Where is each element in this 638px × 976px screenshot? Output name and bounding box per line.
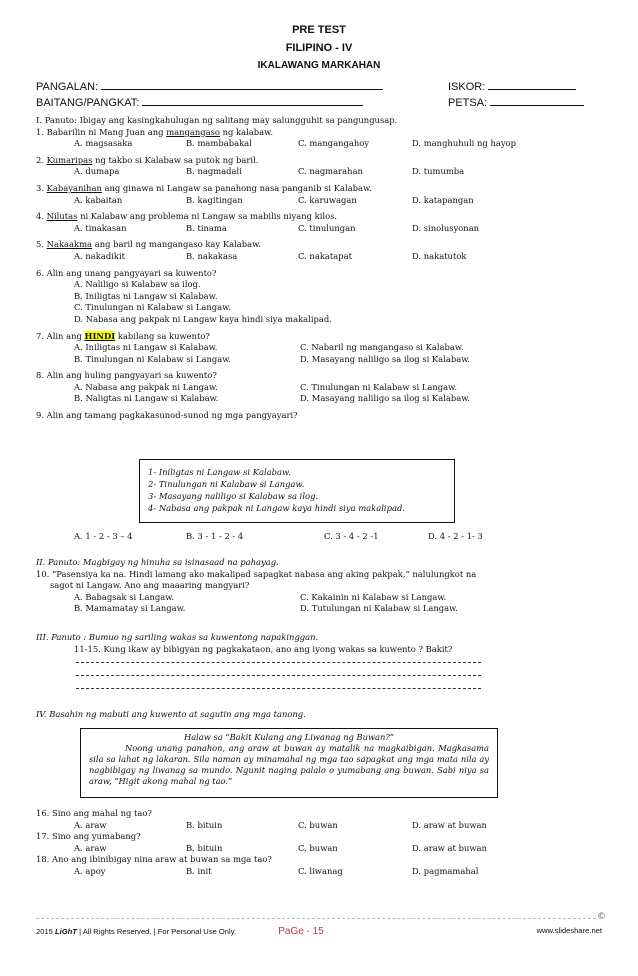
score-blank[interactable] [488, 78, 576, 90]
section-three [36, 632, 616, 655]
sequence-item-4: 4- Nabasa ang pakpak ni Langaw kaya hindi siya makalipad. [148, 503, 405, 513]
option-b[interactable]: B. nakakasa [186, 250, 238, 261]
option-d[interactable]: D. Masayang naliligo sa ilog si Kalabaw. [300, 353, 471, 364]
question-8-options-row2 [36, 393, 616, 405]
footer-rights: | All Rights Reserved. | For Personal Use Only. [76, 927, 237, 936]
option-d[interactable]: D. Nabasa ang pakpak ni Langaw kaya hindi siya makalipad. [74, 313, 332, 324]
option-b[interactable]: B. 3 - 1 - 2 - 4 [186, 531, 244, 541]
name-blank[interactable] [101, 78, 383, 90]
option-d[interactable]: D. sinolusyonan [412, 222, 480, 233]
score-field [448, 78, 576, 93]
option-c[interactable]: C. liwanag [298, 865, 343, 876]
section-two [36, 557, 616, 615]
option-d[interactable]: D. katapangan [412, 194, 474, 205]
date-blank[interactable] [490, 94, 584, 106]
question-3: 3. Kabayanihan ang ginawa ni Langaw sa panahong nasa panganib si Kalabaw. [36, 182, 372, 193]
sequence-box [139, 459, 455, 523]
option-b[interactable]: B. mambabakal [186, 138, 252, 149]
option-b[interactable]: B. kagitingan [186, 194, 243, 205]
question-7: 7. Alin ang HINDI kabilang sa kuwento? [36, 330, 210, 341]
question-1-options [36, 138, 616, 150]
name-field [36, 78, 383, 93]
question-18-options [36, 866, 616, 878]
question-4: 4. Nilutas ni Kalabaw ang problema ni Langaw sa mabilis niyang kilos. [36, 211, 338, 222]
option-b[interactable]: B. tinama [186, 222, 227, 233]
question-10-options-row2 [36, 603, 616, 615]
name-label: PANGALAN: [36, 81, 99, 93]
question-9: 9. Alin ang tamang pagkakasunod-sunod ng mga pangyayari? [36, 410, 298, 421]
option-c[interactable]: C. tinulungan [298, 222, 356, 233]
underlined-word: Nakaakma [46, 239, 93, 250]
test-subject: FILIPINO - IV [285, 42, 353, 54]
option-a[interactable]: A. Iniligtas ni Langaw si Kalabaw. [74, 342, 218, 353]
option-b[interactable]: B. Tinulungan ni Kalabaw si Langaw. [74, 353, 232, 364]
underlined-word: mangangaso [166, 126, 220, 137]
option-d[interactable]: D. araw at buwan [412, 819, 487, 830]
option-d[interactable]: D. Masayang naliligo sa ilog si Kalabaw. [300, 393, 471, 404]
footer [36, 926, 602, 937]
option-c[interactable]: C. mangangahoy [298, 138, 370, 149]
sequence-item-1: 1- Iniligtas ni Langaw si Kalabaw. [148, 467, 291, 477]
option-c[interactable]: C. 3 - 4 - 2 -1 [324, 531, 379, 541]
section-one [36, 115, 616, 422]
section-four-questions [36, 808, 616, 878]
story-text: Noong unang panahon, ang araw at buwan ay matalik na magkaibigan. Magkasama sila sa lahat ng lakaran. Sila naman ay minamahal ng mga tao sapagkat ang mga mata nila ay nagbibigay ng liwanag sa mundo. Ngunit naging palalo o yumabang ang buwan. Sabi niya sa araw, “Higit akong mahal ng tao.” [89, 743, 489, 786]
underlined-word: Nilutas [46, 211, 78, 222]
test-quarter: IKALAWANG MARKAHAN [257, 60, 381, 71]
sequence-item-2: 2- Tinulungan ni Kalabaw si Langaw. [148, 479, 305, 489]
story-box [80, 728, 498, 798]
question-6: 6. Alin ang unang pangyayari sa kuwento? [36, 267, 217, 278]
question-11-15: 11-15. Kung ikaw ay bibigyan ng pagkakataon, ano ang iyong wakas sa kuwento ? Bakit? [74, 643, 453, 654]
footer-site[interactable]: www.slideshare.net [536, 926, 602, 935]
option-a[interactable]: A. araw [74, 842, 107, 853]
option-d[interactable]: D. Tutulungan ni Kalabaw si Langaw. [300, 603, 458, 614]
option-c[interactable]: C. buwan [298, 819, 338, 830]
question-10-line1: 10. “Pasensiya ka na. Hindi lamang ako makalipad sapagkat nabasa ang aking pakpak,” nalulungkot na [36, 568, 477, 579]
option-d[interactable]: D. araw at buwan [412, 842, 487, 853]
option-d[interactable]: D. pagmamahal [412, 865, 479, 876]
option-c[interactable]: C. Tinulungan ni Kalabaw si Langaw. [300, 381, 457, 392]
question-5: 5. Nakaakma ang baril ng mangangaso kay Kalabaw. [36, 239, 261, 250]
date-field [448, 94, 584, 109]
score-label: ISKOR: [448, 81, 486, 93]
option-c[interactable]: C. Tinulungan ni Kalabaw si Langaw. [74, 302, 231, 313]
question-17: 17. Sino ang yumabang? [36, 831, 141, 842]
question-9-options [36, 531, 616, 541]
option-d[interactable]: D. 4 - 2 - 1- 3 [428, 531, 483, 541]
page-number: PaGe - 15 [278, 926, 324, 937]
question-10-options-row1 [36, 592, 616, 604]
option-b[interactable]: B. bituin [186, 842, 223, 853]
option-a[interactable]: A. tinakasan [74, 222, 127, 233]
question-16: 16. Sino ang mahal ng tao? [36, 808, 152, 818]
copyright-icon: © [597, 912, 606, 922]
option-c[interactable]: C. buwan [298, 842, 338, 853]
answer-line[interactable] [76, 662, 481, 663]
option-a[interactable]: A. araw [74, 819, 107, 830]
question-2-options [36, 166, 616, 178]
option-c[interactable]: C. karuwagan [298, 194, 357, 205]
question-2: 2. Kumaripas ng takbo si Kalabaw sa putok ng baril. [36, 154, 259, 165]
option-d[interactable]: D. manghuhuli ng hayop [412, 138, 516, 149]
question-4-options [36, 223, 616, 235]
underlined-word: Kabayanihan [46, 182, 102, 193]
date-label: PETSA: [448, 97, 488, 109]
question-3-options [36, 195, 616, 207]
question-1: 1. Babarilin ni Mang Juan ang mangangaso ng kalabaw. [36, 126, 273, 137]
option-b[interactable]: B. Naligtas ni Langaw si Kalabaw. [74, 393, 219, 404]
option-a[interactable]: A. Naliligo si Kalabaw sa ilog. [74, 279, 201, 290]
highlighted-word: HINDI [84, 330, 116, 341]
grade-blank[interactable] [142, 94, 363, 106]
question-7-options-row2 [36, 354, 616, 366]
option-c[interactable]: C. nakatapat [298, 250, 352, 261]
footer-brand: LiGhT [55, 927, 77, 936]
option-b[interactable]: B. bituin [186, 819, 223, 830]
question-18: 18. Ano ang ibinibigay nina araw at buwan sa mga tao? [36, 854, 272, 865]
option-d[interactable]: D. nakatutok [412, 250, 467, 261]
option-a[interactable]: A. dumapa [74, 166, 120, 177]
option-a[interactable]: A. kabaitan [74, 194, 123, 205]
option-a[interactable]: A. Nabasa ang pakpak ni Langaw. [74, 381, 218, 392]
option-a[interactable]: A. 1 - 2 - 3 – 4 [74, 531, 133, 541]
footer-divider [36, 918, 596, 919]
option-c[interactable]: C. Nabaril ng mangangaso si Kalabaw. [300, 342, 464, 353]
section-one-instruction: I. Panuto: Ibigay ang kasingkahulugan ng salitang may salungguhit sa pangungusap. [36, 115, 398, 125]
option-c[interactable]: C. nagmarahan [298, 166, 363, 177]
question-10-line2: sagot ni Langaw. Ano ang maaaring mangyari? [50, 580, 250, 591]
story-title: Halaw sa “Bakit Kulang ang Liwanag ng Buwan?” [183, 732, 395, 742]
option-a[interactable]: A. apoy [74, 865, 106, 876]
grade-label: BAITANG/PANGKAT: [36, 97, 140, 109]
option-b[interactable]: B. Iniligtas ni Langaw si Kalabaw. [74, 290, 218, 301]
option-a[interactable]: A. Babagsak si Langaw. [74, 591, 175, 602]
option-d[interactable]: D. tumumba [412, 166, 465, 177]
test-title: PRE TEST [292, 24, 346, 36]
option-b[interactable]: B. Mamamatay si Langaw. [74, 603, 186, 614]
option-a[interactable]: A. magsasaka [74, 138, 133, 149]
question-7-options-row1 [36, 342, 616, 354]
section-three-instruction: III. Panuto : Bumuo ng sariling wakas sa kuwentong napakinggan. [36, 632, 319, 642]
footer-year: 2015 [36, 927, 56, 936]
question-16-options [36, 820, 616, 832]
answer-line[interactable] [76, 675, 481, 676]
option-b[interactable]: B. init [186, 865, 212, 876]
sequence-item-3: 3- Masayang naliligo si Kalabaw sa ilog. [148, 491, 319, 501]
option-c[interactable]: C. Kakainin ni Kalabaw si Langaw. [300, 591, 447, 602]
section-four-instruction: IV. Basahin ng mabuti ang kuwento at sagutin ang mga tanong. [36, 709, 306, 719]
section-four [36, 709, 616, 721]
question-8-options-row1 [36, 382, 616, 394]
section-two-instruction: II. Panuto: Magbigay ng hinuha sa isinasaad na pahayag. [36, 557, 279, 567]
option-b[interactable]: B. nagmadali [186, 166, 242, 177]
underlined-word: Kumaripas [46, 154, 93, 165]
option-a[interactable]: A. nakadikit [74, 250, 125, 261]
question-17-options [36, 843, 616, 855]
question-8: 8. Alin ang huling pangyayari sa kuwento? [36, 370, 217, 381]
question-5-options [36, 251, 616, 263]
grade-field [36, 94, 363, 109]
answer-line[interactable] [76, 688, 481, 689]
